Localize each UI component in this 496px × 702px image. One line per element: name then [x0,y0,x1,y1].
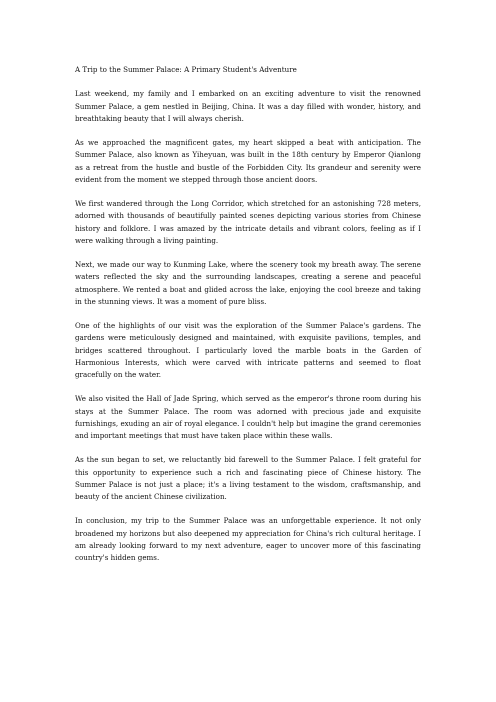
paragraph: As the sun began to set, we reluctantly bid farewell to the Summer Palace. I felt grateful for this opportunity to experience such a rich and fascinating piece of Chinese history. The Summer Palace is not just a place; it's a living testament to the wisdom, craftsmanship, and beauty of the ancient Chinese civilization. [75,455,421,501]
paragraph: Next, we made our way to Kunming Lake, where the scenery took my breath away. The serene waters reflected the sky and the surrounding landscapes, creating a serene and peaceful atmosphere. We rented a boat and glided across the lake, enjoying the cool breeze and taking in the stunning views. It was a moment of pure bliss. [75,260,421,306]
paragraph: We first wandered through the Long Corridor, which stretched for an astonishing 728 meters, adorned with thousands of beautifully painted scenes depicting various stories from Chinese history and folklore. I was amazed by the intricate details and vibrant colors, feeling as if I were walking through a living painting. [75,199,421,245]
paragraph: One of the highlights of our visit was the exploration of the Summer Palace's gardens. The gardens were meticulously designed and maintained, with exquisite pavilions, temples, and bridges scattered throughout. I particularly loved the marble boats in the Garden of Harmonious Interests, which were carved with intricate patterns and seemed to float gracefully on the water. [75,321,421,379]
document-body [75,64,421,576]
paragraph: We also visited the Hall of Jade Spring, which served as the emperor's throne room during his stays at the Summer Palace. The room was adorned with precious jade and exquisite furnishings, exuding an air of royal elegance. I couldn't help but imagine the grand ceremonies and important meetings that must have taken place within these walls. [75,394,421,440]
paragraph: In conclusion, my trip to the Summer Palace was an unforgettable experience. It not only broadened my horizons but also deepened my appreciation for China's rich cultural heritage. I am already looking forward to my next adventure, eager to uncover more of this fascinating country's hidden gems. [75,516,421,562]
paragraph: Last weekend, my family and I embarked on an exciting adventure to visit the renowned Summer Palace, a gem nestled in Beijing, China. It was a day filled with wonder, history, and breathtaking beauty that I will always cherish. [75,89,421,123]
document-title: A Trip to the Summer Palace: A Primary Student's Adventure [75,65,297,74]
paragraph: As we approached the magnificent gates, my heart skipped a beat with anticipation. The Summer Palace, also known as Yiheyuan, was built in the 18th century by Emperor Qianlong as a retreat from the hustle and bustle of the Forbidden City. Its grandeur and serenity were evident from the moment we stepped through those ancient doors. [75,138,421,184]
